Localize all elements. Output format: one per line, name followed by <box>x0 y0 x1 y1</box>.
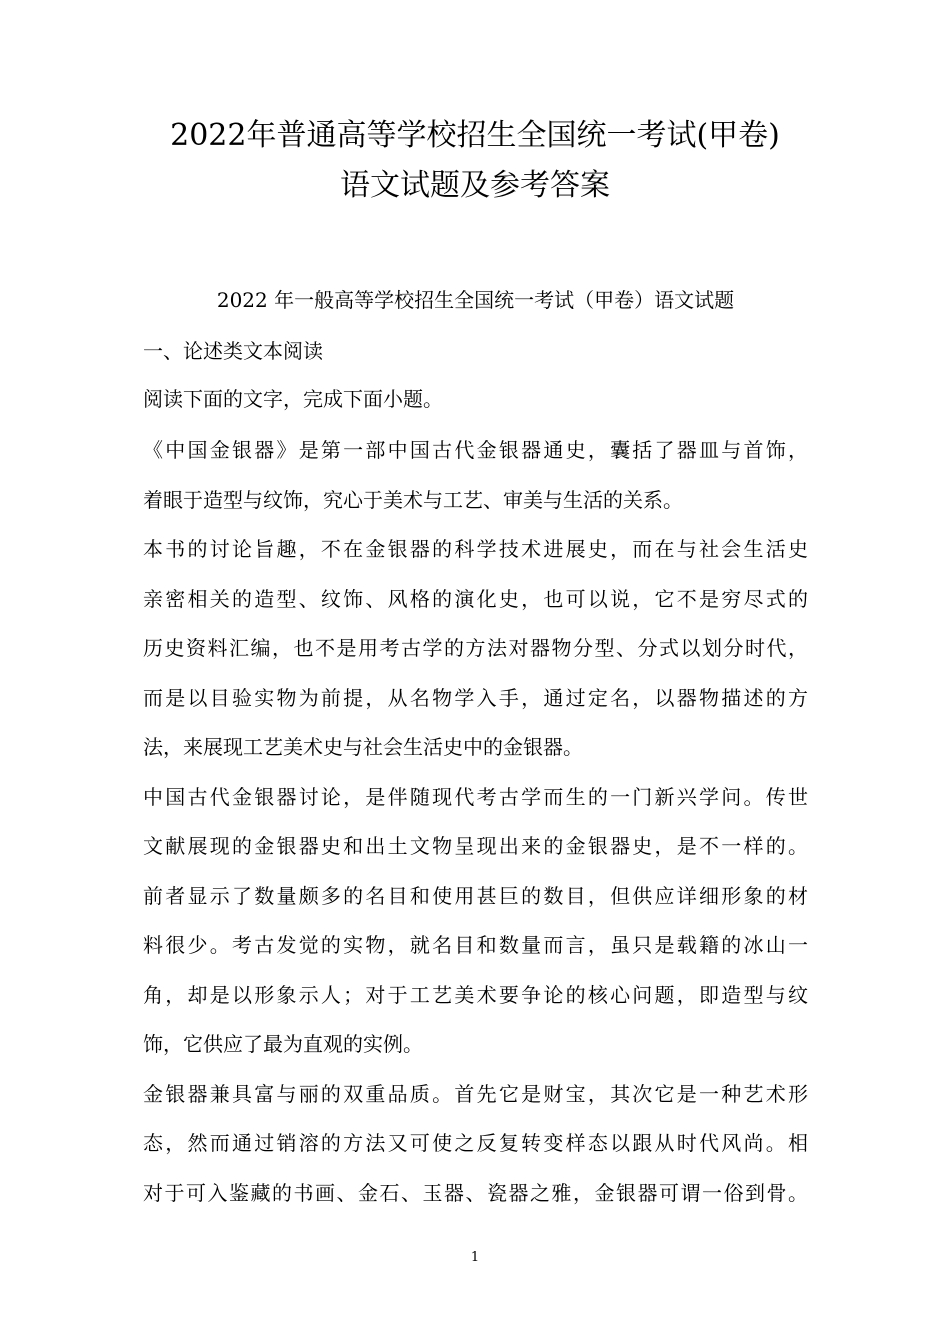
body-text-line: 中国古代金银器讨论，是伴随现代考古学而生的一门新兴学问。传世 <box>143 785 808 809</box>
body-text-line: 历史资料汇编，也不是用考古学的方法对器物分型、分式以划分时代， <box>143 636 808 660</box>
reading-instruction: 阅读下面的文字，完成下面小题。 <box>143 387 443 411</box>
body-text-line: 亲密相关的造型、纹饰、风格的演化史，也可以说，它不是穷尽式的 <box>143 587 808 611</box>
body-text-line: 前者显示了数量颇多的名目和使用甚巨的数目，但供应详细形象的材 <box>143 884 808 908</box>
body-text-line: 着眼于造型与纹饰，究心于美术与工艺、审美与生活的关系。 <box>143 488 683 512</box>
body-text-line: 对于可入鉴藏的书画、金石、玉器、瓷器之雅，金银器可谓一俗到骨。 <box>143 1181 808 1205</box>
body-text-line: 本书的讨论旨趣，不在金银器的科学技术进展史，而在与社会生活史 <box>143 537 808 561</box>
section-heading: 一、论述类文本阅读 <box>143 339 323 363</box>
page-number: 1 <box>470 1250 480 1265</box>
body-text-line: 文献展现的金银器史和出土文物呈现出来的金银器史，是不一样的。 <box>143 834 808 858</box>
exam-subtitle: 2022 年一般高等学校招生全国统一考试（甲卷）语文试题 <box>216 288 735 312</box>
body-text-line: 金银器兼具富与丽的双重品质。首先它是财宝，其次它是一种艺术形 <box>143 1082 808 1106</box>
document-title-line-1: 2022年普通高等学校招生全国统一考试(甲卷) <box>170 118 780 153</box>
body-text-line: 角，却是以形象示人；对于工艺美术要争论的核心问题，即造型与纹 <box>143 983 808 1007</box>
body-text-line: 法，来展现工艺美术史与社会生活史中的金银器。 <box>143 735 583 759</box>
body-text-line: 而是以目验实物为前提，从名物学入手，通过定名，以器物描述的方 <box>143 686 808 710</box>
body-text-line: 态，然而通过销溶的方法又可使之反复转变样态以跟从时代风尚。相 <box>143 1131 808 1155</box>
body-text-line: 《中国金银器》是第一部中国古代金银器通史，囊括了器皿与首饰， <box>143 438 808 462</box>
document-title-line-2: 语文试题及参考答案 <box>340 168 610 203</box>
body-text-line: 料很少。考古发觉的实物，就名目和数量而言，虽只是载籍的冰山一 <box>143 933 808 957</box>
body-text-line: 饰，它供应了最为直观的实例。 <box>143 1032 423 1056</box>
